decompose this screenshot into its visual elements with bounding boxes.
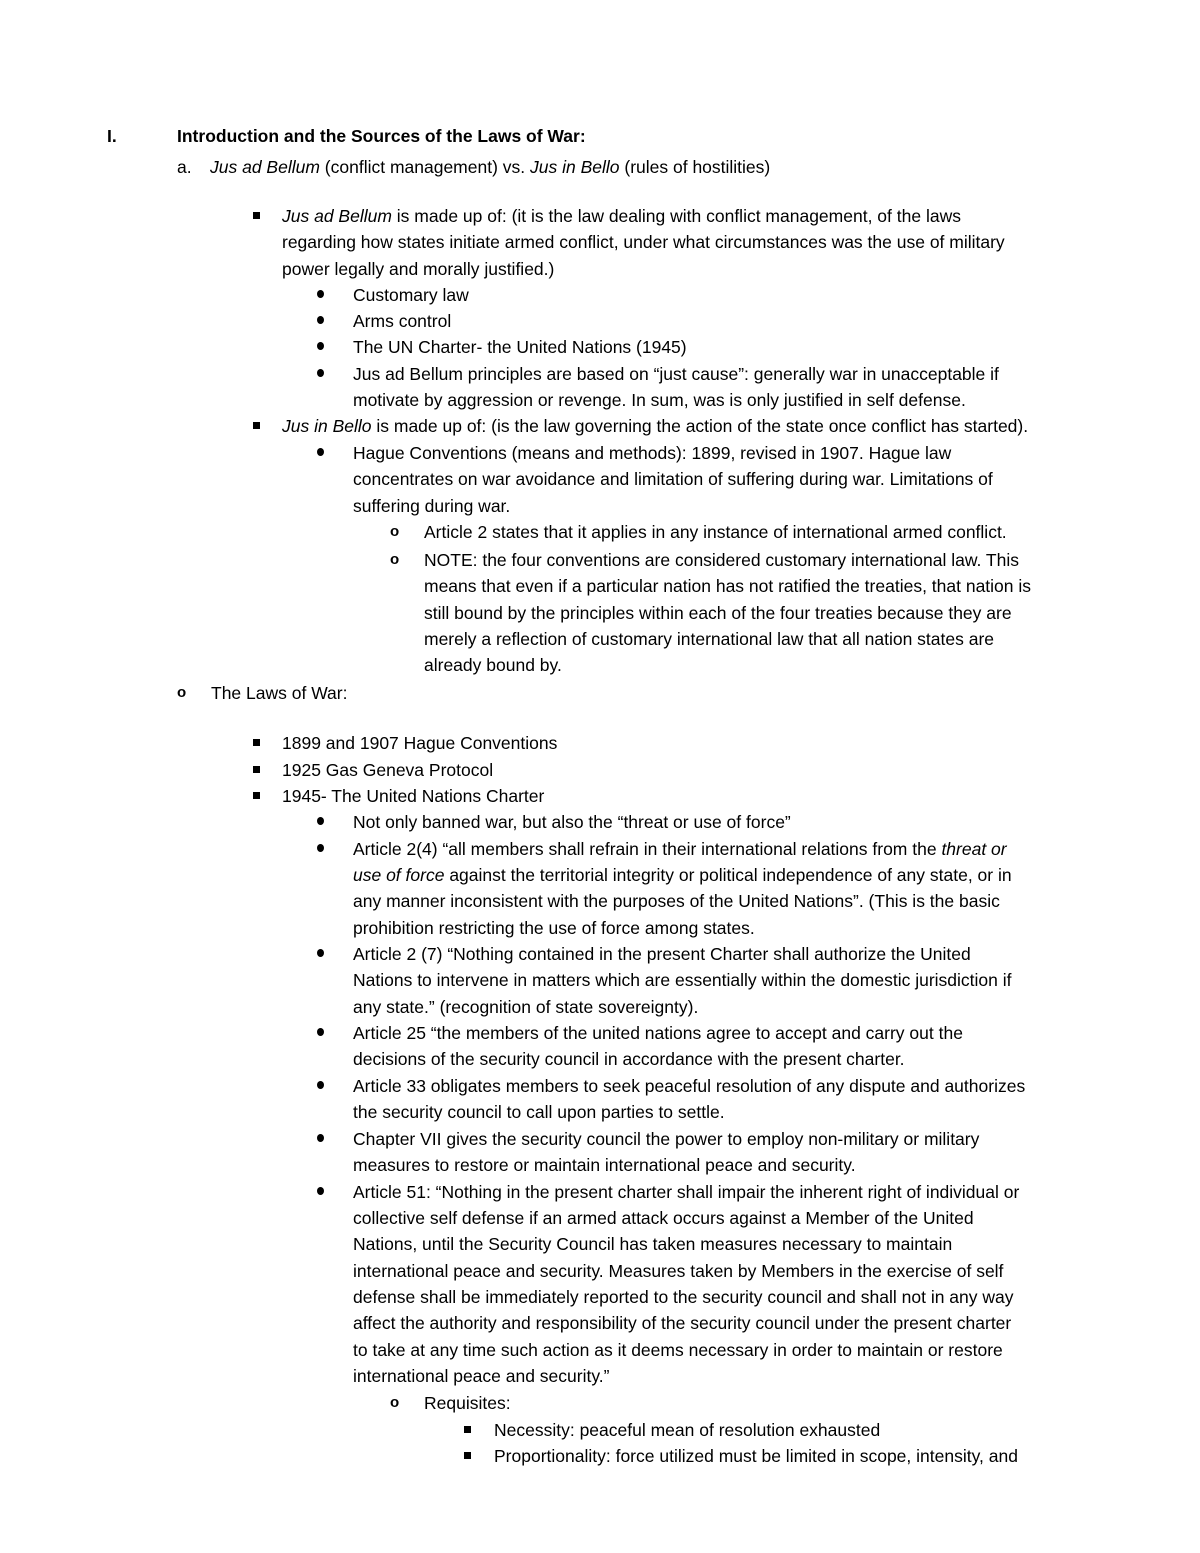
square-bullet-icon [253, 766, 260, 773]
round-bullet-icon [317, 817, 324, 825]
round-bullet-icon [317, 1187, 324, 1195]
section-title: Introduction and the Sources of the Laws of War: [177, 126, 586, 146]
circle-bullet-icon: o [390, 523, 400, 540]
round-bullet-icon [317, 949, 324, 957]
round-bullet-icon [317, 1028, 324, 1036]
round-bullet-icon [317, 316, 324, 324]
round-bullet-icon [317, 448, 324, 456]
round-bullet-icon [317, 1081, 324, 1089]
square-bullet-icon [253, 792, 260, 799]
document-page: I. Introduction and the Sources of the Laws of War: a. Jus ad Bellum (conflict management) vs. Jus in Bello (rules of hostilities) Jus ad Bellum is made up of: (it is the law dealing with conflict management, of the laws regarding how states initiate armed conflict, under what circumstances was the use of military power legally and morally justified.) Customary law Arms control The UN Charter- the United Nations (1945) Jus ad Bellum principles are based on “just cause”: generally war in unacceptable if motivate by aggression or revenge. In sum, was is only justified in self defense. Jus in Bello is made up of: (is the law governing the action of the state once conflict has started). Hague Conventions (means and methods): 1899, revised in 1907. Hague law concentrates on war avoidance and limitation of suffering during war. Limitations of suffering during war. o Article 2 states that it applies in any instance of international armed conflict. o NOTE: the four conventions are considered customary international law. This means that even if a particular nation has not ratified the treaties, that nation is still bound by the principles within each of the four treaties because they are merely a reflection of customary international law that all nation states are already bound by. o The Laws of War: 1899 and 1907 Hague Conventions 1925 Gas Geneva Protocol 1945- The United Nations Charter Not only banned war, but also the “threat or use of force” Article 2(4) “all members shall refrain in their international relations from the threat or use of force against the territorial integrity or political independence of any state, or in any manner inconsistent with the purposes of the United Nations”. (This is the basic prohibition restricting the use of force among states. Article 2 (7) “Nothing contained in the present Charter shall authorize the United Nations to intervene in matters which are essentially within the domestic jurisdiction if any state.” (recognition of state sovereignty). Article 25 “the members of the united nations agree to accept and carry out the decisions of the security council in accordance with the present charter. Article 33 obligates members to seek peaceful resolution of any dispute and authorizes the security council to call upon parties to settle. Chapter VII gives the security council the power to employ non-military or military measures to restore or maintain international peace and security. Article 51: “Nothing in the present charter shall impair the inherent right of individual or collective self defense if an armed attack occurs against a Member of the United Nations, until the Security Council has taken measures necessary to maintain international peace and security. Measures taken by Members in the exercise of self defense shall be immediately reported to the security council and shall not in any way affect the authority and responsibility of the security council under the present charter to take at any time such action as it deems necessary in order to maintain or restore international peace and security.” o Requisites: Necessity: peaceful mean of resolution exhausted Proportionality: force utilized must be limited in scope, intensity, and [0, 0, 1200, 1553]
square-bullet-icon [253, 739, 260, 746]
square-bullet-icon [253, 422, 260, 429]
circle-bullet-icon: o [390, 1394, 400, 1411]
circle-bullet-icon: o [177, 684, 187, 701]
square-bullet-icon [253, 212, 260, 219]
square-bullet-icon [464, 1426, 471, 1433]
round-bullet-icon [317, 290, 324, 298]
subsection-marker: a. [177, 157, 192, 177]
round-bullet-icon [317, 844, 324, 852]
circle-bullet-icon: o [390, 551, 400, 568]
round-bullet-icon [317, 342, 324, 350]
round-bullet-icon [317, 369, 324, 377]
section-number: I. [107, 126, 117, 146]
square-bullet-icon [464, 1452, 471, 1459]
round-bullet-icon [317, 1134, 324, 1142]
subsection-a-text: Jus ad Bellum (conflict management) vs. Jus in Bello (rules of hostilities) [210, 157, 771, 177]
